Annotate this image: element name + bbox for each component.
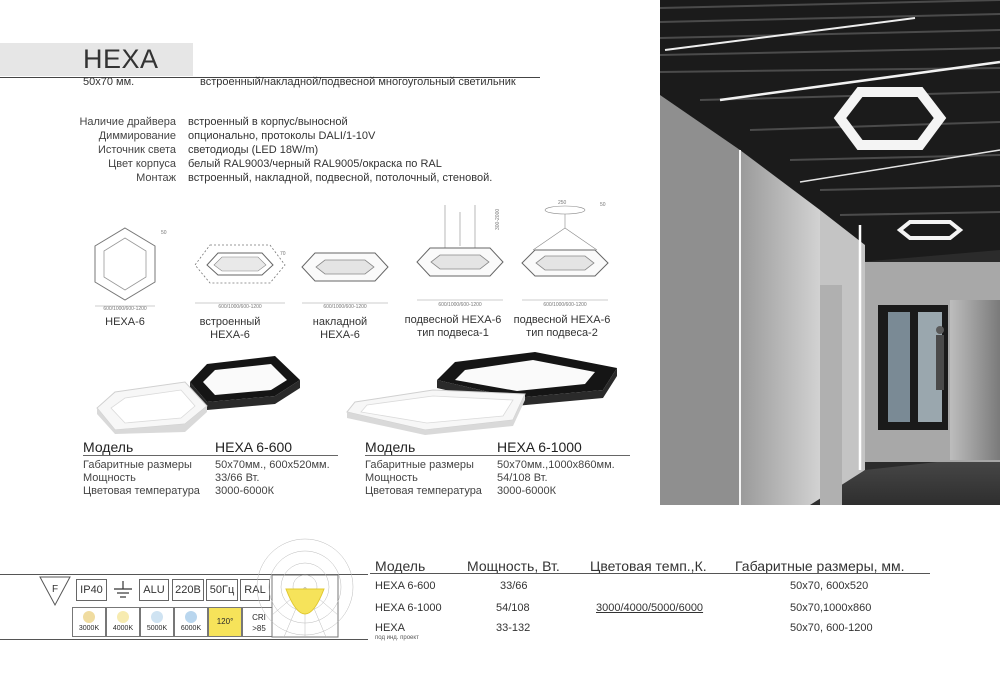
product-description: встроенный/накладной/подвесной многоугольный светильник <box>200 76 516 88</box>
temp-label: 6000K <box>180 625 202 632</box>
model-row-label: Мощность <box>83 472 136 484</box>
spec-label: Монтаж <box>136 172 176 184</box>
drawing-height: 50 <box>600 202 606 208</box>
light-distribution-icon <box>272 575 338 637</box>
model-label: Модель <box>83 439 134 455</box>
beam-angle-badge <box>208 607 242 637</box>
drawing-top-dim: 250 <box>558 200 567 206</box>
cri-value: >85 <box>252 624 266 633</box>
page-title: HEXA <box>83 44 159 74</box>
model-name: HEXA 6-600 <box>215 439 293 455</box>
product-render-600 <box>95 352 305 434</box>
table-cell-model: HEXA 6-600 <box>375 580 436 592</box>
model-row-label: Габаритные размеры <box>83 459 192 471</box>
model-row-value: 54/108 Вт. <box>497 472 548 484</box>
spec-label: Цвет корпуса <box>108 158 176 170</box>
model-row <box>83 459 338 472</box>
table-cell-size: 50x70, 600x520 <box>790 580 869 592</box>
model-header <box>365 441 630 456</box>
spec-row <box>60 157 492 171</box>
model-name: HEXA 6-1000 <box>497 439 582 455</box>
spec-list <box>60 115 492 185</box>
model-row-value: 3000-6000К <box>497 485 557 497</box>
interior-photo <box>660 0 1000 505</box>
spec-label: Источник света <box>97 144 176 156</box>
temp-dot <box>83 611 95 623</box>
temp-label: 5000K <box>146 625 168 632</box>
product-render-1000 <box>345 350 620 435</box>
drawing-label: накладной HEXA-6 <box>312 316 368 341</box>
drawing-dims: 600/1000/600-1200 <box>543 302 587 308</box>
profile-size: 50x70 мм. <box>83 76 135 88</box>
f-mark-icon <box>38 575 72 609</box>
spec-value: белый RAL9003/черный RAL9005/окраска по RAL <box>188 158 442 170</box>
drawing-label: подвесной HEXA-6 тип подвеса-1 <box>404 314 502 339</box>
model-row-label: Цветовая температура <box>365 485 482 497</box>
table-divider <box>370 573 930 574</box>
table-cell-model: HEXA 6-1000 <box>375 602 442 614</box>
material-badge: ALU <box>139 579 169 601</box>
drawing-label: HEXA-6 <box>105 316 145 328</box>
table-cell-note: под инд. проект <box>375 635 419 641</box>
model-1000-spec <box>365 441 630 498</box>
table-header-power: Мощность, Вт. <box>467 558 560 574</box>
f-mark-label: F <box>51 584 59 595</box>
spec-row <box>60 115 492 129</box>
model-row-value: 50x70мм., 600x520мм. <box>215 459 330 471</box>
drawing-dims: 600/1000/600-1200 <box>103 306 147 312</box>
table-header-model: Модель <box>375 558 426 574</box>
temp-dot <box>117 611 129 623</box>
table-cell-power: 54/108 <box>496 602 530 614</box>
drawing-label: подвесной HEXA-6 тип подвеса-2 <box>513 314 611 339</box>
drawing-dims: 600/1000/600-1200 <box>438 302 482 308</box>
table-cell-power: 33/66 <box>500 580 528 592</box>
temp-6000-badge <box>174 607 208 637</box>
table-header-size: Габаритные размеры, мм. <box>735 558 905 574</box>
temp-3000-badge <box>72 607 106 637</box>
spec-label: Наличие драйвера <box>79 116 176 128</box>
drawing-surface <box>300 245 390 310</box>
spec-row <box>60 129 492 143</box>
model-row-value: 50x70мм.,1000x860мм. <box>497 459 615 471</box>
table-cell-size: 50x70, 600-1200 <box>790 622 873 634</box>
model-row <box>365 472 630 485</box>
temp-label: 3000K <box>78 625 100 632</box>
table-cell-power: 33-132 <box>496 622 531 634</box>
model-row <box>365 485 630 498</box>
table-cell-size: 50x70,1000x860 <box>790 602 872 614</box>
icons-bottom-rule <box>0 639 368 640</box>
drawing-suspended-1 <box>415 200 505 310</box>
drawing-label: встроенный HEXA-6 <box>199 316 261 341</box>
model-row-label: Мощность <box>365 472 418 484</box>
cri-badge <box>242 607 276 637</box>
drawing-dims: 600/1000/600-1200 <box>323 304 367 310</box>
temp-label: 4000K <box>112 625 134 632</box>
table-header-temp: Цветовая темп.,К. <box>590 558 707 574</box>
spec-row <box>60 171 492 185</box>
ground-icon <box>110 579 136 601</box>
model-row <box>365 459 630 472</box>
drawing-height: 70 <box>280 251 286 257</box>
temp-5000-badge <box>140 607 174 637</box>
spec-value: светодиоды (LED 18W/m) <box>188 144 319 156</box>
table-cell-temp: 3000/4000/5000/6000 <box>596 602 704 614</box>
drawing-suspended-2 <box>518 198 613 310</box>
drawing-height: 50 <box>161 230 167 236</box>
ral-badge: RAL <box>240 579 270 601</box>
beam-angle-label: 120° <box>216 617 234 626</box>
drawing-hexa6 <box>85 220 165 310</box>
spec-value: встроенный, накладной, подвесной, потолочный, стеновой. <box>188 172 493 184</box>
spec-row <box>60 143 492 157</box>
drawing-dims: 600/1000/600-1200 <box>218 304 262 310</box>
drawing-recessed <box>190 235 290 310</box>
temp-dot <box>185 611 197 623</box>
drawing-height: 300-2000 <box>495 208 501 230</box>
model-row-label: Габаритные размеры <box>365 459 474 471</box>
cri-label: CRI <box>252 613 266 622</box>
model-row-value: 33/66 Вт. <box>215 472 260 484</box>
spec-label: Диммирование <box>98 130 176 142</box>
frequency-badge: 50Гц <box>206 579 238 601</box>
model-label: Модель <box>365 439 416 455</box>
table-cell-model: HEXA <box>375 622 405 634</box>
model-600-spec <box>83 441 338 498</box>
model-row-label: Цветовая температура <box>83 485 200 497</box>
spec-value: встроенный в корпус/выносной <box>188 116 348 128</box>
model-header <box>83 441 338 456</box>
voltage-badge: 220В <box>172 579 204 601</box>
model-row-value: 3000-6000К <box>215 485 275 497</box>
temp-dot <box>151 611 163 623</box>
ip-rating-badge: IP40 <box>76 579 107 601</box>
spec-value: опционально, протоколы DALI/1-10V <box>188 130 376 142</box>
temp-4000-badge <box>106 607 140 637</box>
model-row <box>83 485 338 498</box>
model-row <box>83 472 338 485</box>
